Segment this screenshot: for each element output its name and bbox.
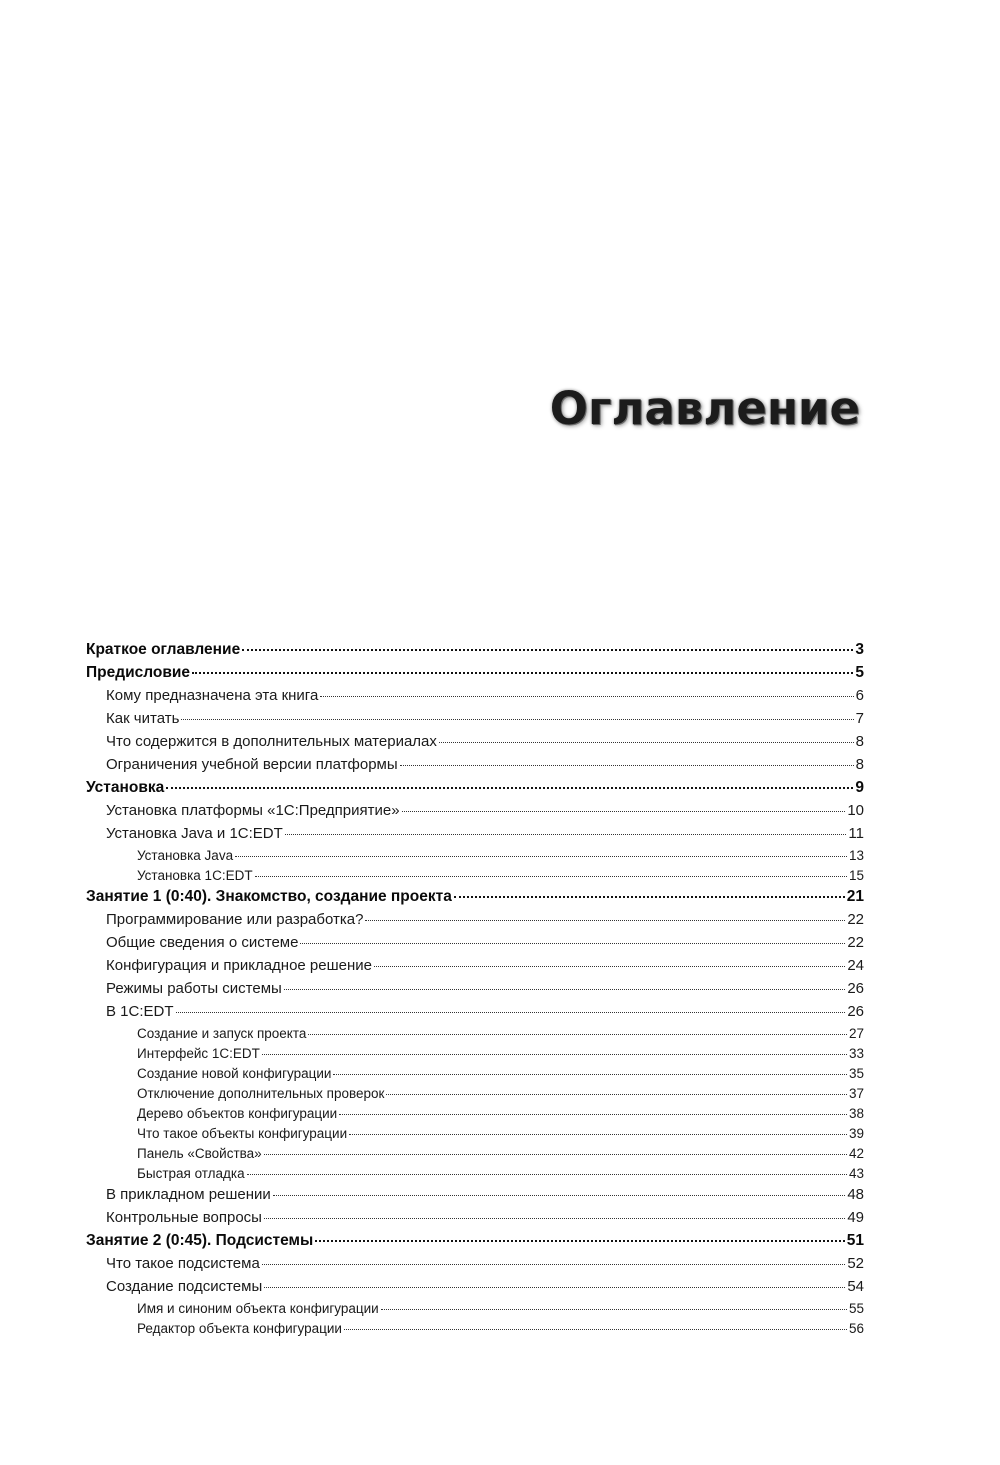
dot-leader — [349, 1134, 847, 1135]
toc-subsection-entry — [86, 1026, 864, 1046]
toc-subsection-entry — [86, 1146, 864, 1166]
dot-leader — [402, 811, 846, 812]
toc-entry-title: Конфигурация и прикладное решение — [106, 957, 373, 974]
toc-page-number: 43 — [848, 1166, 864, 1181]
toc-page-number: 22 — [847, 911, 864, 928]
toc-entry-title: Установка Java — [137, 848, 234, 863]
toc-entry-title: Установка 1C:EDT — [137, 868, 253, 883]
dot-leader — [273, 1195, 846, 1196]
toc-page-number: 52 — [847, 1255, 864, 1272]
toc-entry-title: Кому предназначена эта книга — [106, 687, 319, 704]
toc-page-number: 8 — [855, 756, 864, 773]
toc-section-entry — [86, 957, 864, 980]
toc-entry-title: Общие сведения о системе — [106, 934, 299, 951]
toc-section-entry — [86, 802, 864, 825]
toc-subsection-entry — [86, 868, 864, 888]
toc-page-number: 8 — [855, 733, 864, 750]
toc-entry-title: Установка платформы «1С:Предприятие» — [106, 802, 400, 819]
toc-page-number: 11 — [848, 825, 864, 842]
toc-page-number: 26 — [847, 1003, 864, 1020]
toc-entry-title: Установка — [86, 779, 165, 796]
toc-chapter-entry — [86, 1232, 864, 1255]
toc-section-entry — [86, 1255, 864, 1278]
toc-subsection-entry — [86, 848, 864, 868]
dot-leader — [264, 1287, 845, 1288]
toc-subsection-entry — [86, 1086, 864, 1106]
toc-entry-title: Быстрая отладка — [137, 1166, 245, 1181]
toc-page-number: 39 — [848, 1126, 864, 1141]
dot-leader — [339, 1114, 847, 1115]
dot-leader — [262, 1264, 846, 1265]
dot-leader — [242, 649, 853, 651]
toc-page-number: 9 — [855, 779, 864, 796]
toc-entry-title: Краткое оглавление — [86, 641, 241, 658]
toc-section-entry — [86, 1186, 864, 1209]
dot-leader — [320, 696, 853, 697]
dot-leader — [365, 920, 845, 921]
toc-section-entry — [86, 1003, 864, 1026]
toc-section-entry — [86, 687, 864, 710]
toc-page-number: 21 — [846, 888, 864, 905]
toc-entry-title: Создание новой конфигурации — [137, 1066, 332, 1081]
dot-leader — [400, 765, 854, 766]
toc-chapter-entry — [86, 779, 864, 802]
dot-leader — [308, 1034, 847, 1035]
dot-leader — [176, 1012, 846, 1013]
dot-leader — [381, 1309, 847, 1310]
toc-chapter-entry — [86, 888, 864, 911]
toc-section-entry — [86, 756, 864, 779]
table-of-contents — [86, 641, 864, 1341]
dot-leader — [192, 672, 853, 674]
toc-entry-title: Имя и синоним объекта конфигурации — [137, 1301, 379, 1316]
toc-page-number: 38 — [848, 1106, 864, 1121]
dot-leader — [300, 943, 845, 944]
dot-leader — [264, 1218, 845, 1219]
toc-page-number: 22 — [847, 934, 864, 951]
dot-leader — [166, 787, 853, 789]
toc-section-entry — [86, 1209, 864, 1232]
toc-entry-title: Предисловие — [86, 664, 191, 681]
toc-entry-title: Занятие 1 (0:40). Знакомство, создание проекта — [86, 888, 452, 905]
toc-page-number: 24 — [847, 957, 864, 974]
dot-leader — [344, 1329, 847, 1330]
toc-page-number: 10 — [847, 802, 864, 819]
toc-subsection-entry — [86, 1046, 864, 1066]
toc-page-number: 33 — [848, 1046, 864, 1061]
toc-section-entry — [86, 911, 864, 934]
toc-page-number: 7 — [855, 710, 864, 727]
toc-entry-title: Что такое объекты конфигурации — [137, 1126, 348, 1141]
toc-section-entry — [86, 980, 864, 1003]
toc-entry-title: Создание и запуск проекта — [137, 1026, 307, 1041]
toc-page-number: 6 — [855, 687, 864, 704]
toc-page-number: 51 — [846, 1232, 864, 1249]
toc-section-entry — [86, 733, 864, 756]
toc-section-entry — [86, 1278, 864, 1301]
toc-subsection-entry — [86, 1301, 864, 1321]
toc-entry-title: Занятие 2 (0:45). Подсистемы — [86, 1232, 314, 1249]
dot-leader — [439, 742, 854, 743]
toc-subsection-entry — [86, 1321, 864, 1341]
toc-entry-title: Что такое подсистема — [106, 1255, 260, 1272]
toc-page-number: 42 — [848, 1146, 864, 1161]
toc-entry-title: Редактор объекта конфигурации — [137, 1321, 342, 1336]
dot-leader — [247, 1174, 847, 1175]
toc-entry-title: Отключение дополнительных проверок — [137, 1086, 385, 1101]
toc-section-entry — [86, 710, 864, 733]
toc-page-number: 5 — [855, 664, 864, 681]
toc-entry-title: Режимы работы системы — [106, 980, 282, 997]
toc-page-number: 13 — [848, 848, 864, 863]
toc-page-number: 15 — [848, 868, 864, 883]
dot-leader — [285, 834, 847, 835]
toc-entry-title: Установка Java и 1C:EDT — [106, 825, 283, 842]
toc-page-number: 54 — [847, 1278, 864, 1295]
dot-leader — [333, 1074, 847, 1075]
toc-entry-title: Как читать — [106, 710, 180, 727]
dot-leader — [374, 966, 845, 967]
dot-leader — [315, 1240, 845, 1242]
toc-page-number: 49 — [847, 1209, 864, 1226]
toc-entry-title: Дерево объектов конфигурации — [137, 1106, 338, 1121]
dot-leader — [255, 876, 847, 877]
toc-entry-title: Программирование или разработка? — [106, 911, 364, 928]
toc-page-number: 26 — [847, 980, 864, 997]
dot-leader — [181, 719, 853, 720]
toc-entry-title: В прикладном решении — [106, 1186, 271, 1203]
dot-leader — [386, 1094, 847, 1095]
dot-leader — [454, 896, 845, 898]
dot-leader — [264, 1154, 847, 1155]
toc-subsection-entry — [86, 1106, 864, 1126]
toc-subsection-entry — [86, 1166, 864, 1186]
page-title: Оглавление — [549, 382, 860, 435]
toc-page-number: 3 — [855, 641, 864, 658]
toc-chapter-entry — [86, 641, 864, 664]
dot-leader — [262, 1054, 847, 1055]
toc-entry-title: В 1C:EDT — [106, 1003, 174, 1020]
toc-entry-title: Что содержится в дополнительных материалах — [106, 733, 437, 750]
toc-page-number: 27 — [848, 1026, 864, 1041]
toc-page-number: 48 — [847, 1186, 864, 1203]
toc-section-entry — [86, 934, 864, 957]
toc-entry-title: Ограничения учебной версии платформы — [106, 756, 398, 773]
toc-entry-title: Создание подсистемы — [106, 1278, 263, 1295]
toc-entry-title: Интерфейс 1C:EDT — [137, 1046, 260, 1061]
toc-entry-title: Панель «Свойства» — [137, 1146, 262, 1161]
toc-page-number: 35 — [848, 1066, 864, 1081]
toc-page-number: 56 — [848, 1321, 864, 1336]
toc-entry-title: Контрольные вопросы — [106, 1209, 262, 1226]
toc-section-entry — [86, 825, 864, 848]
toc-subsection-entry — [86, 1066, 864, 1086]
dot-leader — [235, 856, 847, 857]
toc-chapter-entry — [86, 664, 864, 687]
dot-leader — [284, 989, 845, 990]
toc-subsection-entry — [86, 1126, 864, 1146]
toc-page-number: 37 — [848, 1086, 864, 1101]
toc-page-number: 55 — [848, 1301, 864, 1316]
